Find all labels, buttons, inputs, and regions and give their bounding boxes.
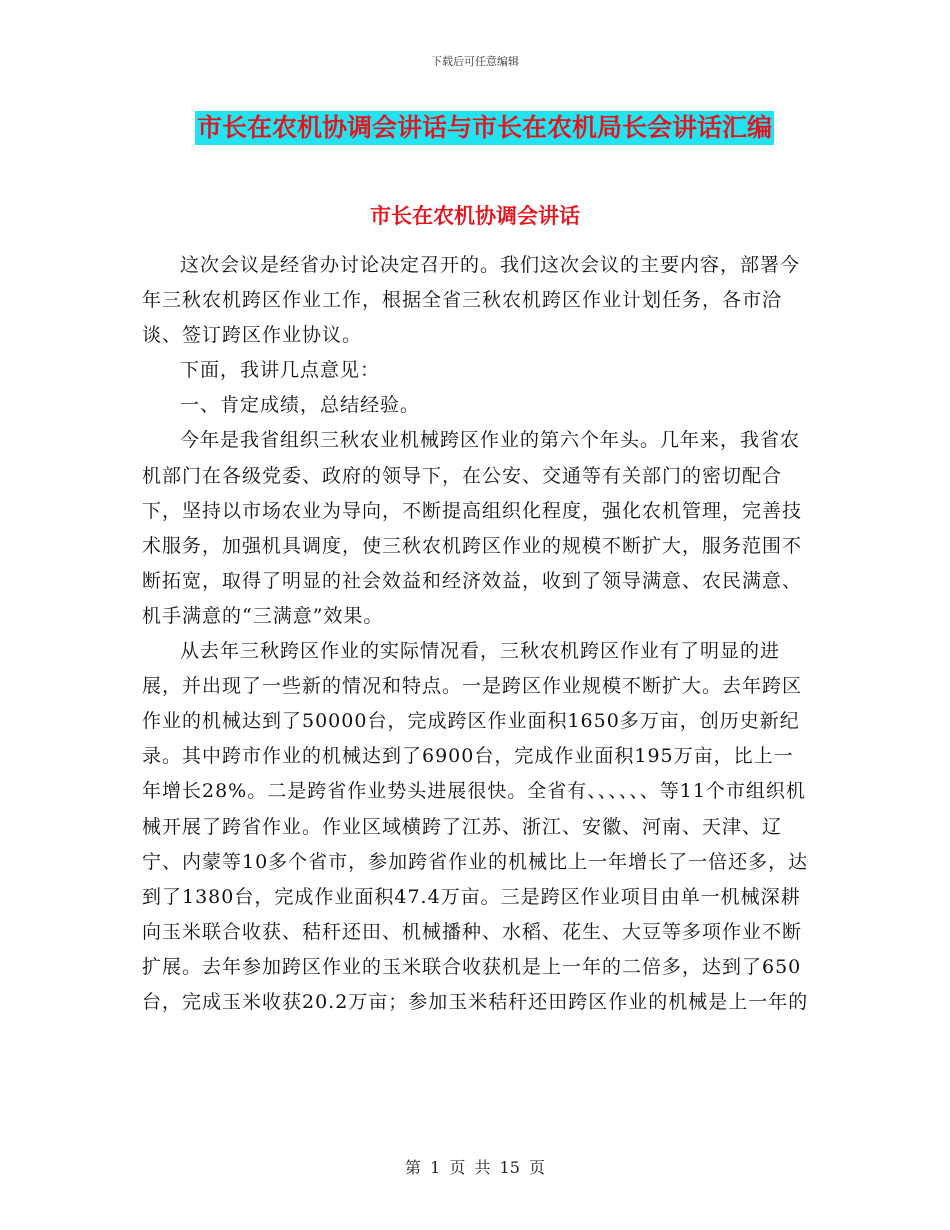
page-number-footer: 第 1 页 共 15 页 [405,1158,545,1177]
body-paragraph: 这次会议是经省办讨论决定召开的。我们这次会议的主要内容，部署今年三秋农机跨区作业工作，根据全省三秋农机跨区作业计划任务，各市洽谈、签订跨区作业协议。 [142,254,801,347]
body-paragraph: 今年是我省组织三秋农业机械跨区作业的第六个年头。几年来，我省农机部门在各级党委、政府的领导下，在公安、交通等有关部门的密切配合下，坚持以市场农业为导向，不断提高组织化程度，强化农机管理，完善技术服务，加强机具调度，使三秋农机跨区作业的规模不断扩大，服务范围不断拓宽，取得了明显的社会效益和经济效益，收到了领导满意、农民满意、机手满意的“三满意”效果。 [142,429,803,627]
body-paragraph: 一、肯定成绩，总结经验。 [180,394,421,417]
document-body [142,248,810,1020]
page-header-note: 下载后可任意编辑 [431,55,519,68]
document-main-title: 市长在农机协调会讲话与市长在农机局长会讲话汇编 [195,111,774,145]
section-title: 市长在农机协调会讲话 [370,204,580,228]
body-paragraph: 下面，我讲几点意见： [180,359,381,382]
body-paragraph: 从去年三秋跨区作业的实际情况看，三秋农机跨区作业有了明显的进展，并出现了一些新的情况和特点。一是跨区作业规模不断扩大。去年跨区作业的机械达到了50000台，完成跨区作业面积1650多万亩，创历史新纪录。其中跨市作业的机械达到了6900台，完成作业面积195万亩，比上一年增长28%。二是跨省作业势头进展很快。全省有、、、、、、等11个市组织机械开展了跨省作业。作业区域横跨了江苏、浙江、安徽、河南、天津、辽宁、内蒙等10多个省市，参加跨省作业的机械比上一年增长了一倍还多，达到了1380台，完成作业面积47.4万亩。三是跨区作业项目由单一机械深耕向玉米联合收获、秸秆还田、机械播种、水稻、花生、大豆等多项作业不断扩展。去年参加跨区作业的玉米联合收获机是上一年的二倍多，达到了650台，完成玉米收获20.2万亩；参加玉米秸秆还田跨区作业的机械是上一年的 [142,640,809,1013]
